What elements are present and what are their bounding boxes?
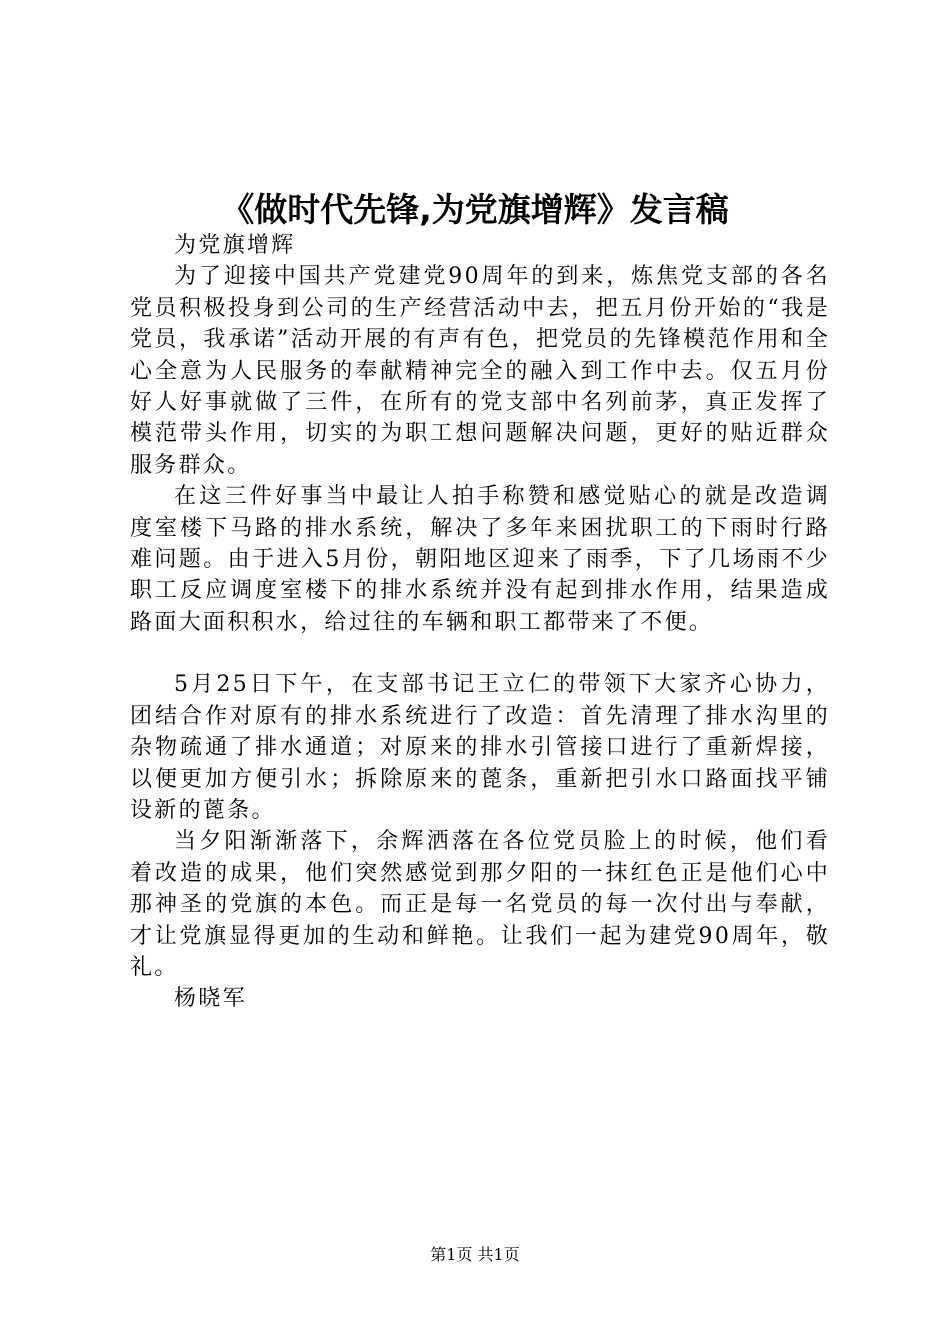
- page-number: 第1页 共1页: [430, 1245, 520, 1264]
- document-body: [130, 230, 830, 1015]
- document-subtitle: 为党旗增辉: [174, 233, 296, 258]
- paragraph-3: 5月25日下午，在支部书记王立仁的带领下大家齐心协力，团结合作对原有的排水系统进行了改造：首先清理了排水沟里的杂物疏通了排水通道；对原来的排水引管接口进行了重新焊接，以便更加方便引水；拆除原来的蓖条，重新把引水口路面找平铺设新的蓖条。: [130, 672, 830, 823]
- paragraph-1: 为了迎接中国共产党建党90周年的到来，炼焦党支部的各名党员积极投身到公司的生产经营活动中去，把五月份开始的“我是党员，我承诺”活动开展的有声有色，把党员的先锋模范作用和全心全意为人民服务的奉献精神完全的融入到工作中去。仅五月份好人好事就做了三件，在所有的党支部中名列前茅，真正发挥了模范带头作用，切实的为职工想问题解决问题，更好的贴近群众服务群众。: [130, 264, 830, 478]
- signature: 杨晓军: [174, 986, 247, 1012]
- paragraph-4: 当夕阳渐渐落下，余辉洒落在各位党员脸上的时候，他们看着改造的成果，他们突然感觉到那夕阳的一抹红色正是他们心中那神圣的党旗的本色。而正是每一名党员的每一次付出与奉献，才让党旗显得更加的生动和鲜艳。让我们一起为建党90周年，敬礼。: [130, 829, 830, 980]
- document-title: 《做时代先锋,为党旗增辉》发言稿: [221, 190, 729, 229]
- paragraph-2: 在这三件好事当中最让人拍手称赞和感觉贴心的就是改造调度室楼下马路的排水系统，解决了多年来困扰职工的下雨时行路难问题。由于进入5月份，朝阳地区迎来了雨季，下了几场雨不少职工反应调度室楼下的排水系统并没有起到排水作用，结果造成路面大面积积水，给过往的车辆和职工都带来了不便。: [130, 484, 830, 635]
